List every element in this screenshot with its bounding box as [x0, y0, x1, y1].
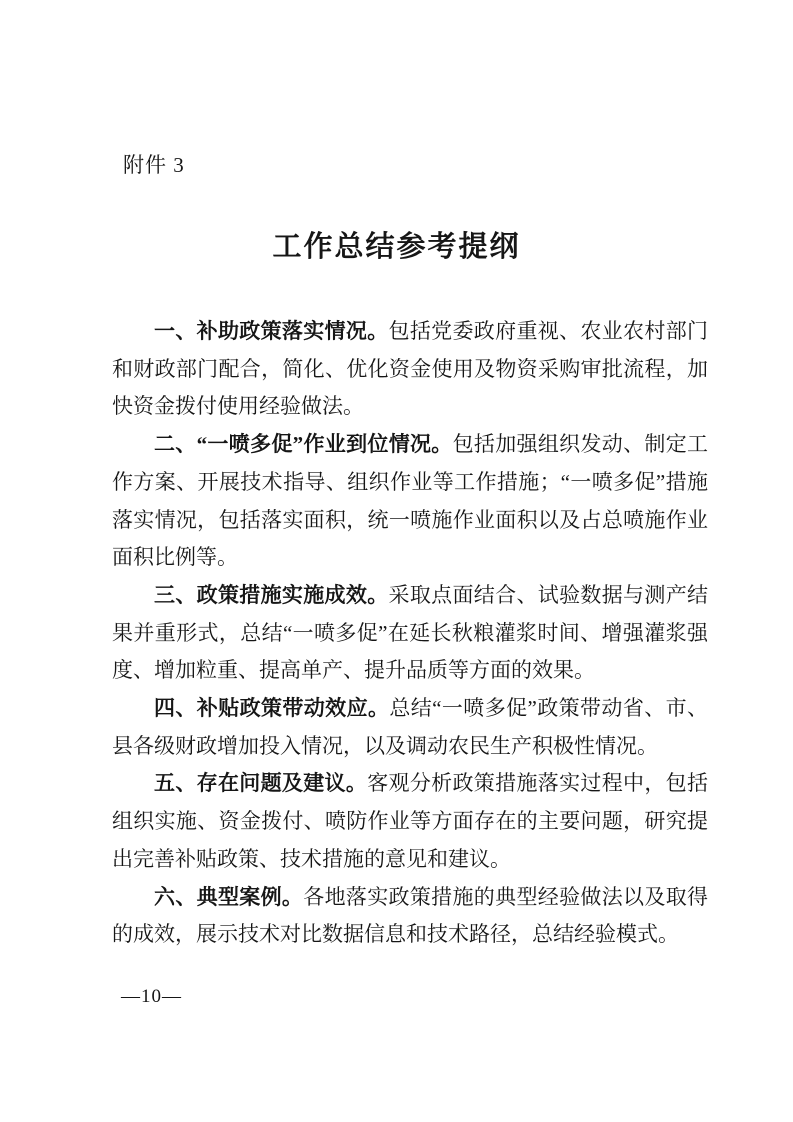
outline-item-6 — [112, 879, 708, 954]
outline-item-3-text: 采取点面结合、试验数据与测产结果并重形式，总结“一喷多促”在延长秋粮灌浆时间、增强灌浆强度、增加粒重、提高单产、提升品质等方面的效果。 — [112, 582, 709, 683]
page-number: —10— — [121, 986, 182, 1007]
outline-item-2-heading: 二、“一喷多促”作业到位情况。 — [154, 432, 453, 457]
attachment-label: 附件 3 — [123, 153, 185, 177]
page-title: 工作总结参考提纲 — [272, 231, 521, 263]
outline-item-6-text: 各地落实政策措施的典型经验做法以及取得的成效，展示技术对比数据信息和技术路径，总结经验模式。 — [112, 884, 709, 947]
outline-item-1 — [112, 313, 708, 426]
outline-item-3 — [112, 577, 708, 690]
outline-item-2-text: 包括加强组织发动、制定工作方案、开展技术指导、组织作业等工作措施；“一喷多促”措施落实情况，包括落实面积，统一喷施作业面积以及占总喷施作业面积比例等。 — [112, 432, 709, 570]
outline-item-1-heading: 一、补助政策落实情况。 — [154, 319, 389, 343]
outline-item-5 — [112, 765, 708, 878]
outline-item-3-heading: 三、政策措施实施成效。 — [154, 582, 389, 607]
outline-item-6-heading: 六、典型案例。 — [154, 884, 304, 909]
outline-item-4-text: 总结“一喷多促”政策带动省、市、县各级财政增加投入情况，以及调动农民生产积极性情况。 — [112, 696, 709, 758]
outline-item-2 — [112, 426, 708, 577]
outline-item-5-heading: 五、存在问题及建议。 — [154, 771, 368, 796]
outline-item-5-text: 客观分析政策措施落实过程中，包括组织实施、资金拨付、喷防作业等方面存在的主要问题，研究提出完善补贴政策、技术措施的意见和建议。 — [112, 771, 709, 871]
document-body — [112, 313, 708, 954]
outline-item-4-heading: 四、补贴政策带动效应。 — [154, 696, 390, 721]
outline-item-1-text: 包括党委政府重视、农业农村部门和财政部门配合，简化、优化资金使用及物资采购审批流程，加快资金拨付使用经验做法。 — [112, 319, 709, 419]
outline-item-4 — [112, 690, 708, 765]
